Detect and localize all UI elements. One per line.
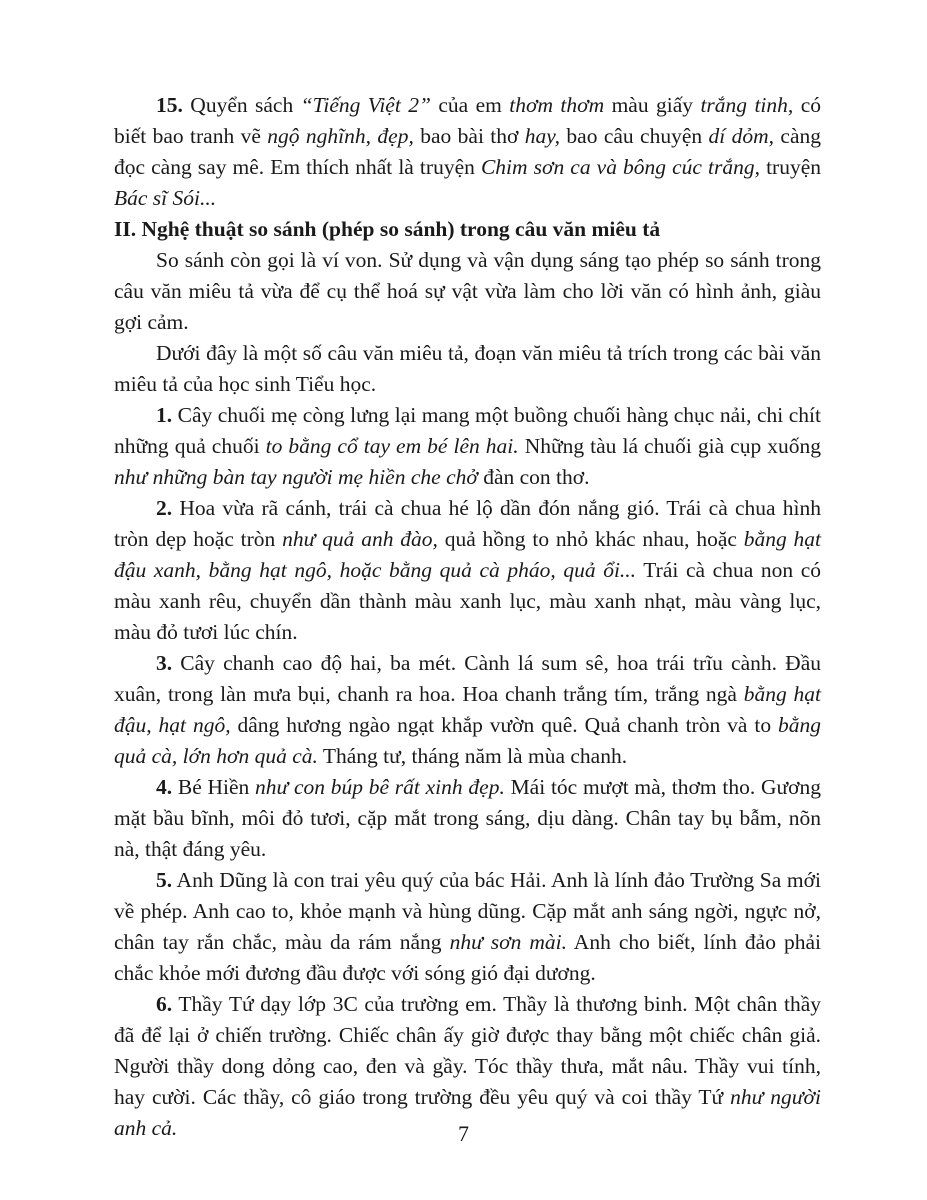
text-segment-italic: Bác sĩ Sói... — [114, 186, 217, 210]
text-segment-regular: Tháng tư, tháng năm là mùa chanh. — [317, 744, 628, 768]
text-segment-bold: 4. — [156, 775, 173, 799]
text-segment-italic: to bằng cổ tay em bé lên hai. — [265, 434, 519, 458]
document-body — [114, 90, 821, 1144]
text-segment-regular: Hoa vừa rã cánh, trái cà chua hé lộ dần đón nắng gió. Trái cà chua hình tròn dẹp hoặc tròn — [114, 496, 821, 551]
text-segment-regular: Những tàu lá chuối già cụp xuống — [518, 434, 821, 458]
text-segment-regular: Quyển sách — [182, 93, 301, 117]
text-segment-regular: quả hồng to nhỏ khác nhau, hoặc — [437, 527, 744, 551]
text-segment-regular: Anh cho biết, lính đảo phải chắc khỏe mới đương đầu được với sóng gió đại dương. — [114, 930, 821, 985]
text-segment-regular: Anh Dũng là con trai yêu quý của bác Hải. Anh là lính đảo Trường Sa mới về phép. Anh cao to, khỏe mạnh và hùng dũng. Cặp mắt anh sáng ngời, ngực nở, chân tay rắn chắc, màu da rám nắng — [114, 868, 821, 954]
text-segment-regular: Dưới đây là một số câu văn miêu tả, đoạn văn miêu tả trích trong các bài văn miêu tả của học sinh Tiểu học. — [114, 341, 821, 396]
text-segment-regular: bao câu chuyện — [560, 124, 709, 148]
text-segment-bold: 1. — [156, 403, 173, 427]
text-segment-regular: Bé Hiền — [172, 775, 256, 799]
text-segment-bold: II. Nghệ thuật so sánh (phép so sánh) trong câu văn miêu tả — [114, 217, 661, 241]
text-segment-italic: như con búp bê rất xinh đẹp. — [255, 775, 505, 799]
paragraph-example-5 — [114, 865, 821, 989]
text-segment-regular: Mái tóc mượt mà, thơm tho. Gương mặt bầu bĩnh, môi đỏ tươi, cặp mắt trong sáng, dịu dàng. Chân tay bụ bẫm, nõn nà, thật đáng yêu. — [114, 775, 821, 861]
text-segment-regular: có biết bao tranh vẽ — [114, 93, 821, 148]
text-segment-regular: Cây chanh cao độ hai, ba mét. Cành lá sum sê, hoa trái trĩu cành. Đầu xuân, trong làn mưa bụi, chanh ra hoa. Hoa chanh trắng tím, trắng ngà — [114, 651, 821, 706]
text-segment-italic: như những bàn tay người mẹ hiền che chở — [114, 465, 478, 489]
text-segment-regular: bao bài thơ — [413, 124, 525, 148]
text-segment-regular: Thầy Tứ dạy lớp 3C của trường em. Thầy là thương binh. Một chân thầy đã để lại ở chiến trường. Chiếc chân ấy giờ được thay bằng một chiếc chân giả. Người thầy dong dỏng cao, đen và gầy. Tóc thầy thưa, mắt nâu. Thầy vui tính, hay cười. Các thầy, cô giáo trong trường đều yêu quý và coi thầy Tứ — [114, 992, 821, 1109]
text-segment-bold: 5. — [156, 868, 173, 892]
text-segment-italic: thơm thơm — [509, 93, 605, 117]
text-segment-bold: 2. — [156, 496, 173, 520]
text-segment-italic: “Tiếng Việt 2” — [300, 93, 431, 117]
text-segment-regular: đàn con thơ. — [477, 465, 590, 489]
section-heading-ii — [114, 214, 821, 245]
text-segment-italic: ngộ nghĩnh, đẹp, — [267, 124, 414, 148]
paragraph-example-2 — [114, 493, 821, 648]
text-segment-bold: 6. — [156, 992, 173, 1016]
text-segment-regular: càng đọc càng say mê. Em thích nhất là truyện — [114, 124, 821, 179]
text-segment-regular: của em — [430, 93, 510, 117]
text-segment-italic: trắng tinh, — [700, 93, 794, 117]
text-segment-italic: như người anh cả. — [114, 1085, 821, 1140]
paragraph-intro-2 — [114, 338, 821, 400]
text-segment-italic: như sơn mài. — [449, 930, 567, 954]
text-segment-italic: dí dỏm, — [708, 124, 775, 148]
text-segment-italic: như quả anh đào, — [282, 527, 438, 551]
text-segment-italic: bằng quả cà, lớn hơn quả cà. — [114, 713, 821, 768]
text-segment-regular: Trái cà chua non có màu xanh rêu, chuyển dần thành màu xanh lục, màu xanh nhạt, màu vàng lục, màu đỏ tươi lúc chín. — [114, 558, 821, 644]
text-segment-regular: Cây chuối mẹ còng lưng lại mang một buồng chuối hàng chục nải, chi chít những quả chuối — [114, 403, 821, 458]
paragraph-example-4 — [114, 772, 821, 865]
text-segment-italic: bằng hạt đậu xanh, bằng hạt ngô, hoặc bằng quả cà pháo, quả ổi... — [114, 527, 821, 582]
text-segment-bold: 3. — [156, 651, 173, 675]
page-number: 7 — [458, 1121, 469, 1146]
text-segment-italic: bằng hạt đậu, hạt ngô, — [114, 682, 821, 737]
text-segment-regular: So sánh còn gọi là ví von. Sử dụng và vận dụng sáng tạo phép so sánh trong câu văn miêu tả vừa để cụ thể hoá sự vật vừa làm cho lời văn có hình ảnh, giàu gợi cảm. — [114, 248, 821, 334]
text-segment-regular: màu giấy — [604, 93, 701, 117]
text-segment-regular: dâng hương ngào ngạt khắp vườn quê. Quả chanh tròn và to — [230, 713, 778, 737]
paragraph-example-3 — [114, 648, 821, 772]
text-segment-italic: hay, — [524, 124, 561, 148]
text-segment-regular: truyện — [759, 155, 821, 179]
text-segment-italic: Chim sơn ca và bông cúc trắng, — [480, 155, 760, 179]
text-segment-bold: 15. — [156, 93, 183, 117]
paragraph-example-1 — [114, 400, 821, 493]
paragraph-intro-1 — [114, 245, 821, 338]
paragraph-item-15 — [114, 90, 821, 214]
